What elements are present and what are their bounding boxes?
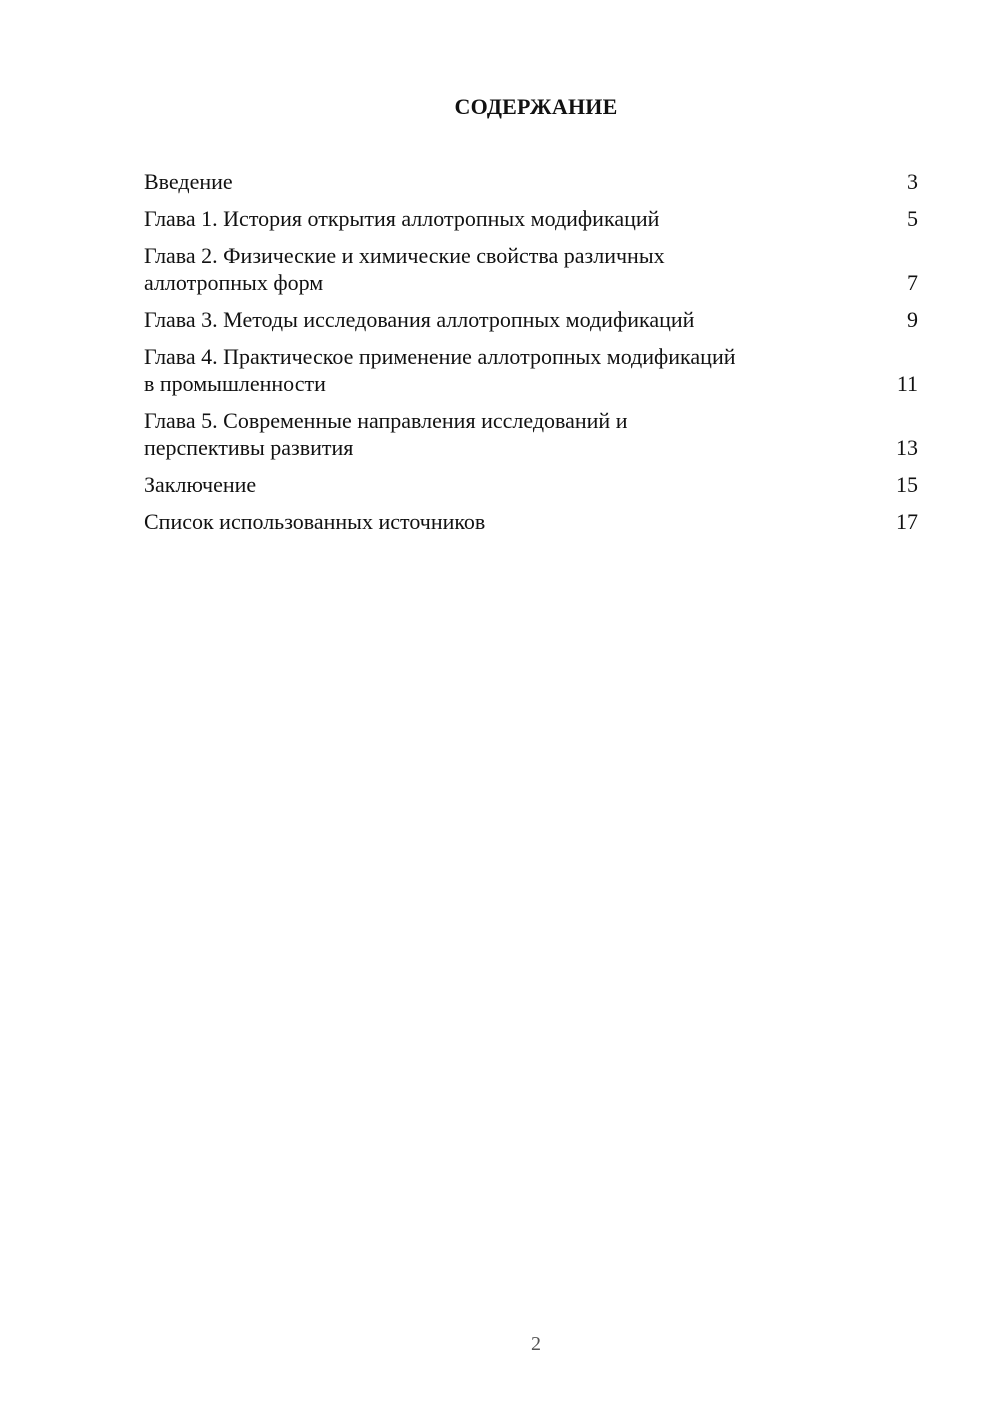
toc-entry-conclusion[interactable] bbox=[144, 471, 918, 498]
toc-entry-line: Заключение bbox=[144, 472, 257, 497]
toc-entry-page-number: 7 bbox=[907, 270, 918, 295]
toc-entry-introduction[interactable] bbox=[144, 168, 918, 195]
toc-entry-line: Глава 4. Практическое применение аллотропных модификаций bbox=[144, 344, 736, 369]
toc-entry-line: Глава 1. История открытия аллотропных модификаций bbox=[144, 206, 660, 231]
toc-entry-text bbox=[144, 306, 918, 333]
toc-entry-page-number: 11 bbox=[896, 371, 918, 396]
toc-title: СОДЕРЖАНИЕ bbox=[454, 94, 618, 119]
toc-entry-chapter-2[interactable] bbox=[144, 242, 918, 296]
page-number: 2 bbox=[531, 1333, 541, 1355]
toc-entry-chapter-3[interactable] bbox=[144, 306, 918, 333]
toc-entry-line: аллотропных форм bbox=[144, 270, 324, 295]
toc-entry-page-number: 9 bbox=[907, 307, 918, 332]
toc-entry-page-number: 3 bbox=[907, 169, 918, 194]
toc-entry-line: Глава 5. Современные направления исследований и bbox=[144, 408, 628, 433]
toc-list bbox=[144, 168, 918, 545]
toc-entry-page-number: 5 bbox=[907, 206, 918, 231]
toc-entry-text bbox=[144, 508, 918, 535]
toc-entry-chapter-4[interactable] bbox=[144, 343, 918, 397]
toc-entry-text bbox=[144, 205, 918, 232]
toc-entry-chapter-1[interactable] bbox=[144, 205, 918, 232]
toc-entry-references[interactable] bbox=[144, 508, 918, 535]
toc-entry-line: перспективы развития bbox=[144, 435, 354, 460]
toc-entry-text bbox=[144, 343, 918, 397]
toc-entry-line: Глава 3. Методы исследования аллотропных модификаций bbox=[144, 307, 695, 332]
toc-entry-text bbox=[144, 407, 918, 461]
toc-entry-line: Список использованных источников bbox=[144, 509, 486, 534]
toc-entry-page-number: 17 bbox=[896, 509, 918, 534]
toc-entry-chapter-5[interactable] bbox=[144, 407, 918, 461]
toc-entry-line: Введение bbox=[144, 169, 233, 194]
toc-entry-line: в промышленности bbox=[144, 371, 326, 396]
toc-entry-line: Глава 2. Физические и химические свойства различных bbox=[144, 243, 665, 268]
toc-entry-page-number: 15 bbox=[896, 472, 918, 497]
toc-entry-text bbox=[144, 242, 918, 296]
toc-entry-page-number: 13 bbox=[896, 435, 918, 460]
toc-entry-text bbox=[144, 168, 918, 195]
toc-entry-text bbox=[144, 471, 918, 498]
